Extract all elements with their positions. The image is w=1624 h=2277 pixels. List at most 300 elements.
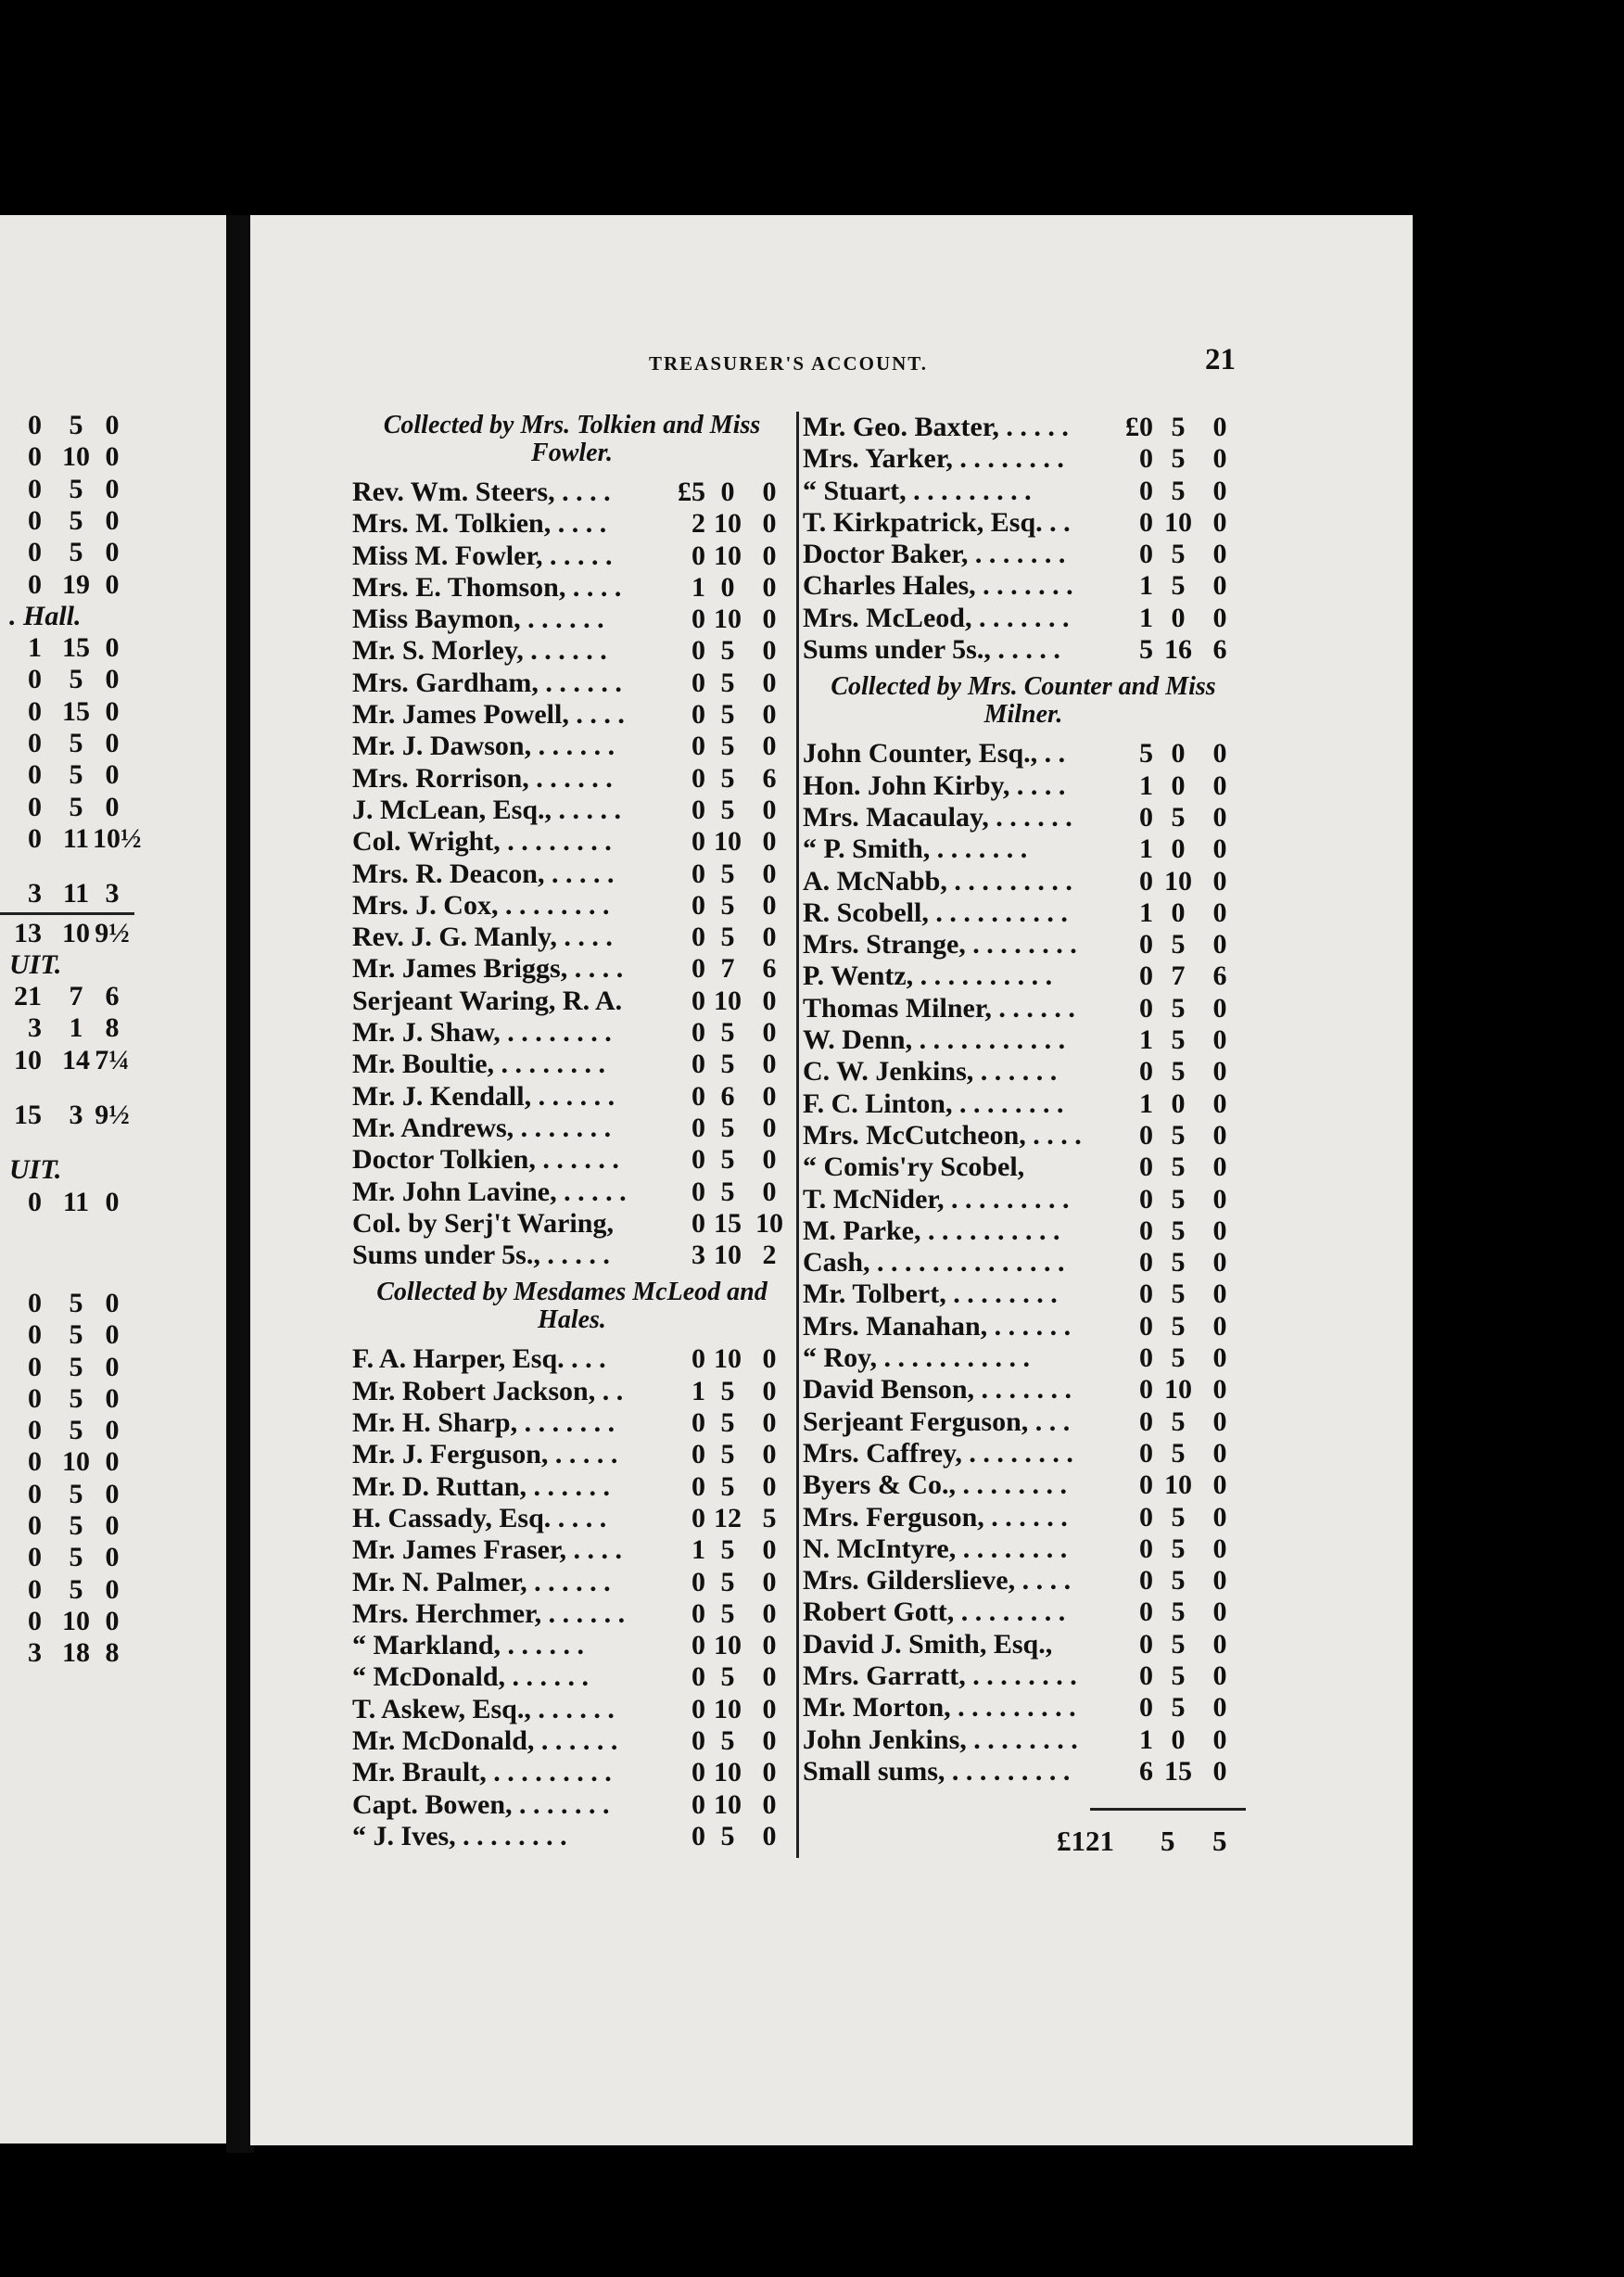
fragment-row — [0, 1383, 134, 1415]
fragment-row — [0, 1319, 134, 1351]
subscriber-name: Mr. Boultie, . . . . . . . . — [352, 1049, 606, 1080]
ledger-entry — [803, 1120, 1244, 1151]
ledger-entry — [803, 476, 1244, 507]
amount-pounds: 0 — [691, 699, 705, 731]
amount-pounds: 1 — [1139, 833, 1153, 865]
ledger-entry — [803, 1056, 1244, 1088]
subscriber-name: Mrs. R. Deacon, . . . . . — [352, 858, 615, 889]
ledger-entry — [352, 1376, 792, 1407]
subscriber-name: “ McDonald, . . . . . . — [352, 1661, 589, 1693]
fragment-shillings: 5 — [69, 1415, 83, 1446]
fragment-row — [0, 822, 142, 855]
amount-shillings: 10 — [714, 985, 742, 1016]
subscriber-name: M. Parke, . . . . . . . . . . — [803, 1215, 1060, 1246]
fragment-shillings: 5 — [69, 791, 83, 822]
ledger-entry — [803, 1660, 1244, 1692]
amount-shillings: 5 — [720, 1144, 735, 1176]
fragment-pence: 0 — [105, 410, 120, 440]
subscriber-name: Mrs. M. Tolkien, . . . . — [352, 508, 607, 540]
subscriber-name: David J. Smith, Esq., — [803, 1628, 1053, 1660]
fragment-shillings: 15 — [62, 632, 90, 664]
fragment-row — [0, 696, 134, 728]
fragment-pence: 0 — [105, 1415, 120, 1446]
amount-pounds: 0 — [691, 604, 705, 635]
amount-pence: 0 — [1212, 1310, 1227, 1342]
amount-pounds: 1 — [1139, 1024, 1153, 1056]
ledger-entry — [352, 1081, 792, 1113]
total-pence: 5 — [1212, 1825, 1227, 1857]
fragment-pence: 0 — [105, 695, 120, 727]
amount-shillings: 10 — [1164, 865, 1192, 897]
amount-pence: 0 — [1212, 1278, 1227, 1310]
ledger-entry — [352, 1598, 792, 1630]
fragment-pence: 0 — [105, 537, 120, 568]
subscriber-name: Col. by Serj't Waring, — [352, 1207, 614, 1239]
fragment-pounds: 0 — [28, 504, 42, 536]
amount-pounds: 2 — [691, 508, 705, 540]
ledger-entry — [352, 1240, 792, 1271]
amount-shillings: 0 — [1171, 1088, 1186, 1119]
amount-shillings: 6 — [720, 1080, 735, 1112]
amount-shillings: 5 — [1171, 1437, 1186, 1469]
amount-shillings: 5 — [1171, 1151, 1186, 1183]
amount-shillings: 5 — [720, 1724, 735, 1756]
subscriber-name: Mrs. Yarker, . . . . . . . . — [803, 443, 1064, 475]
fragment-pence: 0 — [105, 791, 120, 822]
fragment-pounds: 0 — [28, 791, 42, 822]
fragment-pence: 0 — [105, 1382, 120, 1414]
subscriber-name: Mrs. Manahan, . . . . . . — [803, 1310, 1072, 1342]
amount-shillings: 5 — [720, 1375, 735, 1406]
fragment-row — [0, 1415, 134, 1446]
fragment-shillings: 3 — [69, 1100, 83, 1130]
amount-pence: 0 — [1212, 1596, 1227, 1628]
amount-pounds: 0 — [1139, 1056, 1153, 1088]
running-header: TREASURER'S ACCOUNT. — [649, 352, 928, 375]
ledger-entry — [352, 1534, 792, 1566]
amount-shillings: 5 — [720, 1566, 735, 1597]
amount-pounds: 0 — [1139, 865, 1153, 897]
amount-pence: 0 — [762, 1112, 777, 1143]
amount-pence: 0 — [1212, 1151, 1227, 1183]
subscriber-name: Doctor Tolkien, . . . . . . — [352, 1144, 619, 1176]
ledger-entry — [352, 572, 792, 604]
fragment-label: UIT. — [9, 948, 62, 980]
subscriber-name: Mrs. McCutcheon, . . . . — [803, 1119, 1082, 1151]
fragment-shillings: 5 — [69, 728, 83, 758]
amount-shillings: 5 — [720, 922, 735, 953]
subscriber-name: Sums under 5s., . . . . . — [803, 634, 1060, 666]
ledger-entry — [352, 1725, 792, 1757]
fragment-shillings: 11 — [62, 1186, 90, 1217]
amount-shillings: 5 — [720, 1407, 735, 1439]
amount-shillings: 5 — [720, 1820, 735, 1851]
amount-pounds: 5 — [1139, 634, 1153, 666]
fragment-row — [0, 441, 134, 473]
fragment-row — [0, 601, 134, 632]
amount-pence: 5 — [762, 1502, 777, 1533]
amount-shillings: 5 — [720, 1049, 735, 1080]
ledger-entry — [803, 539, 1244, 570]
subscriber-name: Mrs. Macaulay, . . . . . . — [803, 801, 1072, 833]
amount-shillings: 5 — [720, 794, 735, 825]
amount-shillings: 5 — [720, 1112, 735, 1143]
subscriber-name: Mr. S. Morley, . . . . . . — [352, 635, 607, 667]
fragment-shillings: 5 — [69, 1287, 83, 1318]
amount-shillings: 5 — [720, 1176, 735, 1207]
amount-pence: 0 — [1212, 1565, 1227, 1596]
ledger-entry — [803, 738, 1244, 770]
amount-pounds: 1 — [1139, 1724, 1153, 1755]
amount-pounds: 0 — [691, 1820, 705, 1851]
ledger-entry — [352, 986, 792, 1017]
amount-shillings: 5 — [720, 635, 735, 667]
amount-pence: 0 — [762, 731, 777, 762]
amount-pounds: 0 — [691, 731, 705, 762]
fragment-shillings: 15 — [62, 695, 90, 727]
subscriber-name: Mr. Geo. Baxter, . . . . . — [803, 412, 1069, 442]
fragment-pence: 7¼ — [95, 1044, 130, 1075]
amount-shillings: 5 — [1171, 1692, 1186, 1724]
fragment-pounds: 0 — [28, 759, 42, 791]
ledger-entry — [352, 1208, 792, 1240]
fragment-shillings: 5 — [69, 504, 83, 536]
subscriber-name: Serjeant Waring, R. A. — [352, 985, 623, 1016]
fragment-row — [0, 981, 134, 1012]
subscriber-name: P. Wentz, . . . . . . . . . . — [803, 960, 1053, 992]
amount-pence: 0 — [762, 1343, 777, 1375]
amount-pence: 0 — [1212, 539, 1227, 570]
amount-shillings: 5 — [720, 1470, 735, 1502]
ledger-entry — [352, 604, 792, 635]
amount-pounds: 0 — [1139, 475, 1153, 506]
amount-pence: 0 — [762, 1017, 777, 1049]
subscriber-name: T. Kirkpatrick, Esq. . . — [803, 506, 1071, 538]
amount-pounds: £0 — [1125, 412, 1153, 442]
amount-pence: 0 — [762, 667, 777, 698]
amount-pounds: 0 — [691, 1502, 705, 1533]
fragment-pounds: 0 — [28, 728, 42, 758]
fragment-pounds: 0 — [28, 1446, 42, 1478]
amount-pence: 0 — [762, 1407, 777, 1439]
ledger-entry — [352, 795, 792, 826]
subscriber-name: Col. Wright, . . . . . . . . — [352, 826, 612, 858]
fragment-row — [0, 569, 134, 601]
subscriber-name: Mr. James Briggs, . . . . — [352, 953, 624, 985]
fragment-row — [0, 1045, 134, 1076]
amount-pence: 0 — [762, 985, 777, 1016]
amount-pounds: 0 — [691, 635, 705, 667]
amount-shillings: 5 — [1171, 1056, 1186, 1088]
amount-pounds: 0 — [691, 1176, 705, 1207]
fragment-row — [0, 878, 134, 910]
amount-shillings: 10 — [714, 1788, 742, 1820]
amount-pounds: 0 — [1139, 1119, 1153, 1151]
ledger-entry — [352, 668, 792, 699]
amount-pounds: 0 — [691, 762, 705, 794]
fragment-pounds: 0 — [28, 1415, 42, 1446]
amount-pounds: 0 — [691, 1757, 705, 1788]
amount-shillings: 5 — [1171, 1247, 1186, 1278]
amount-shillings: 10 — [714, 1757, 742, 1788]
amount-pence: 0 — [1212, 1374, 1227, 1406]
page-number: 21 — [1205, 343, 1236, 376]
amount-shillings: 7 — [1171, 960, 1186, 992]
fragment-pounds: 15 — [14, 1100, 42, 1130]
amount-shillings: 0 — [1171, 602, 1186, 633]
amount-pence: 0 — [1212, 1692, 1227, 1724]
ledger-entry — [803, 570, 1244, 602]
ledger-entry — [352, 953, 792, 985]
total-shillings: 5 — [1161, 1825, 1175, 1857]
amount-pence: 0 — [1212, 865, 1227, 897]
subscriber-name: “ Markland, . . . . . . — [352, 1630, 585, 1661]
amount-shillings: 10 — [714, 540, 742, 571]
ledger-entry — [803, 507, 1244, 539]
fragment-row — [0, 505, 134, 537]
subscriber-name: F. A. Harper, Esq. . . . — [352, 1343, 606, 1375]
fragment-row — [0, 792, 134, 823]
total-pounds: £121 — [1057, 1825, 1114, 1857]
amount-shillings: 5 — [1171, 570, 1186, 602]
amount-shillings: 15 — [1164, 1755, 1192, 1787]
fragment-pence: 0 — [105, 759, 120, 791]
ledger-entry — [352, 859, 792, 890]
ledger-entry — [803, 1311, 1244, 1342]
ledger-entry — [352, 1439, 792, 1470]
subscriber-name: Doctor Baker, . . . . . . . — [803, 539, 1066, 570]
amount-pence: 6 — [1212, 634, 1227, 666]
amount-pounds: 1 — [691, 1534, 705, 1566]
subscriber-name: Mr. J. Dawson, . . . . . . — [352, 731, 615, 762]
subscriber-name: David Benson, . . . . . . . — [803, 1374, 1072, 1406]
grand-total — [1057, 1825, 1242, 1856]
fragment-row — [0, 728, 134, 759]
ledger-entry — [803, 1629, 1244, 1660]
subscriber-name: A. McNabb, . . . . . . . . . — [803, 865, 1072, 897]
amount-shillings: 5 — [1171, 1565, 1186, 1596]
ledger-entry — [352, 508, 792, 540]
ledger-entry — [352, 1789, 792, 1821]
amount-pounds: 0 — [1139, 1278, 1153, 1310]
subscriber-name: Mr. J. Ferguson, . . . . . — [352, 1439, 618, 1470]
ledger-entry — [352, 1407, 792, 1439]
fragment-pence: 0 — [105, 1186, 120, 1217]
fragment-row — [0, 1574, 134, 1606]
fragment-shillings: 5 — [69, 759, 83, 791]
amount-pence: 0 — [762, 1788, 777, 1820]
amount-pounds: 0 — [691, 1080, 705, 1112]
amount-pounds: 0 — [691, 1470, 705, 1502]
fragment-pence: 0 — [105, 1351, 120, 1382]
amount-pounds: 6 — [1139, 1755, 1153, 1787]
subscriber-name: Miss M. Fowler, . . . . . — [352, 540, 613, 571]
amount-pounds: 0 — [1139, 1183, 1153, 1215]
subscriber-name: Rev. Wm. Steers, . . . . — [352, 477, 611, 507]
fragment-pence: 0 — [105, 1287, 120, 1318]
fragment-pounds: 0 — [28, 822, 42, 854]
amount-shillings: 0 — [720, 477, 735, 507]
amount-pence: 0 — [762, 1724, 777, 1756]
amount-pence: 0 — [1212, 1533, 1227, 1564]
fragment-shillings: 10 — [62, 1446, 90, 1478]
amount-shillings: 5 — [720, 1534, 735, 1566]
amount-pounds: 0 — [691, 889, 705, 921]
ledger-entry — [803, 443, 1244, 475]
fragment-shillings: 5 — [69, 1478, 83, 1509]
amount-pounds: 0 — [691, 1597, 705, 1629]
ledger-entry — [803, 1565, 1244, 1596]
ledger-entry — [803, 1469, 1244, 1501]
amount-shillings: 5 — [1171, 1183, 1186, 1215]
fragment-pence: 0 — [105, 1446, 120, 1478]
amount-pounds: 0 — [1139, 929, 1153, 960]
fragment-pence: 0 — [105, 1605, 120, 1636]
fragment-row — [0, 949, 134, 981]
ledger-entry — [352, 541, 792, 572]
subscriber-name: Mrs. E. Thomson, . . . . — [352, 571, 622, 603]
fragment-pence: 0 — [105, 1510, 120, 1541]
fragment-pounds: 3 — [28, 878, 42, 910]
amount-shillings: 10 — [1164, 506, 1192, 538]
subscriber-name: Mrs. J. Cox, . . . . . . . . — [352, 889, 610, 921]
subscriber-name: Mr. James Fraser, . . . . — [352, 1534, 623, 1566]
amount-pence: 0 — [1212, 833, 1227, 865]
subscriber-name: Charles Hales, . . . . . . . — [803, 570, 1073, 602]
ledger-entry — [803, 1406, 1244, 1438]
subscriber-name: Capt. Bowen, . . . . . . . — [352, 1788, 610, 1820]
subscriber-name: “ Roy, . . . . . . . . . . . — [803, 1342, 1031, 1374]
amount-pounds: 0 — [1139, 992, 1153, 1024]
amount-pounds: 0 — [1139, 1247, 1153, 1278]
amount-shillings: 0 — [1171, 897, 1186, 928]
amount-shillings: 5 — [1171, 1596, 1186, 1628]
amount-shillings: 0 — [1171, 1724, 1186, 1755]
fragment-label: UIT. — [9, 1154, 62, 1186]
ledger-entry — [803, 1756, 1244, 1787]
fragment-pence: 9½ — [95, 1100, 130, 1130]
fragment-pence: 0 — [105, 664, 120, 695]
fragment-pence: 0 — [105, 568, 120, 600]
amount-pence: 0 — [762, 699, 777, 731]
ledger-entry — [803, 1184, 1244, 1215]
amount-pence: 6 — [762, 953, 777, 985]
fragment-row — [0, 1542, 134, 1573]
amount-pence: 0 — [762, 922, 777, 953]
fragment-row — [0, 474, 134, 505]
amount-pounds: 0 — [1139, 1692, 1153, 1724]
fragment-row — [0, 1479, 134, 1510]
amount-pounds: 3 — [691, 1240, 705, 1271]
amount-pence: 0 — [762, 571, 777, 603]
amount-pounds: 0 — [691, 1724, 705, 1756]
amount-pence: 0 — [762, 1566, 777, 1597]
ledger-entry — [803, 634, 1244, 666]
amount-shillings: 5 — [1171, 1215, 1186, 1246]
ledger-entry — [352, 1017, 792, 1049]
subscriber-name: “ J. Ives, . . . . . . . . — [352, 1820, 567, 1851]
section-heading: Collected by Mrs. Counter and Miss Milner. — [831, 672, 1216, 730]
fragment-shillings: 5 — [69, 537, 83, 568]
ledger-entry — [352, 1757, 792, 1788]
subscriber-name: Mr. John Lavine, . . . . . — [352, 1176, 627, 1207]
amount-pence: 0 — [1212, 1724, 1227, 1755]
subscriber-name: Small sums, . . . . . . . . . — [803, 1755, 1071, 1787]
amount-pence: 0 — [1212, 1247, 1227, 1278]
amount-pounds: 5 — [1139, 738, 1153, 770]
amount-pence: 0 — [1212, 1469, 1227, 1501]
amount-pounds: 0 — [691, 1112, 705, 1143]
amount-pence: 0 — [1212, 412, 1227, 442]
fragment-shillings: 5 — [69, 1573, 83, 1605]
subscriber-name: Mr. D. Ruttan, . . . . . . — [352, 1470, 611, 1502]
subscriber-name: Mrs. Gilderslieve, . . . . — [803, 1565, 1072, 1596]
fragment-row — [0, 410, 134, 441]
amount-pence: 0 — [1212, 1437, 1227, 1469]
fragment-shillings: 10 — [62, 1605, 90, 1636]
subscriber-name: Mr. James Powell, . . . . — [352, 699, 625, 731]
ledger-entry — [352, 635, 792, 667]
amount-pence: 6 — [1212, 960, 1227, 992]
fragment-pence: 0 — [105, 1573, 120, 1605]
subscriber-name: Cash, . . . . . . . . . . . . . . — [803, 1247, 1065, 1278]
amount-pence: 0 — [762, 1534, 777, 1566]
amount-pounds: 1 — [691, 1375, 705, 1406]
amount-shillings: 5 — [1171, 801, 1186, 833]
fragment-rule — [0, 912, 134, 915]
fragment-pence: 0 — [105, 504, 120, 536]
amount-pounds: 0 — [691, 1439, 705, 1470]
ledger-entry — [803, 770, 1244, 802]
ledger-entry — [352, 1567, 792, 1598]
amount-pence: 0 — [762, 1630, 777, 1661]
amount-pounds: 0 — [1139, 506, 1153, 538]
amount-pounds: 0 — [691, 953, 705, 985]
fragment-row — [0, 1100, 134, 1131]
ledger-entry — [352, 1144, 792, 1176]
amount-pence: 0 — [762, 1176, 777, 1207]
amount-pounds: 0 — [691, 1207, 705, 1239]
amount-pence: 0 — [1212, 1406, 1227, 1437]
subscriber-name: Sums under 5s., . . . . . — [352, 1240, 610, 1271]
fragment-shillings: 10 — [62, 441, 90, 473]
fragment-pence: 0 — [105, 473, 120, 504]
amount-pence: 0 — [1212, 929, 1227, 960]
fragment-shillings: 19 — [62, 568, 90, 600]
subscriber-name: Hon. John Kirby, . . . . — [803, 770, 1066, 801]
fragment-shillings: 18 — [62, 1637, 90, 1669]
amount-pounds: 1 — [1139, 897, 1153, 928]
ledger-entry — [352, 1661, 792, 1693]
amount-pence: 0 — [762, 1375, 777, 1406]
amount-shillings: 5 — [720, 1439, 735, 1470]
ledger-entry — [803, 412, 1244, 443]
amount-shillings: 10 — [714, 1240, 742, 1271]
fragment-row — [0, 632, 134, 664]
amount-pounds: 0 — [691, 1343, 705, 1375]
amount-pence: 0 — [762, 1080, 777, 1112]
amount-pounds: 0 — [691, 1017, 705, 1049]
amount-shillings: 0 — [1171, 738, 1186, 770]
subscriber-name: Mr. N. Palmer, . . . . . . — [352, 1566, 611, 1597]
ledger-entry — [352, 1630, 792, 1661]
amount-pence: 0 — [1212, 1183, 1227, 1215]
ledger-entry — [803, 1247, 1244, 1278]
fragment-pounds: 0 — [28, 441, 42, 473]
fragment-row — [0, 1606, 134, 1637]
subscriber-name: W. Denn, . . . . . . . . . . . — [803, 1024, 1066, 1056]
fragment-label: . Hall. — [9, 600, 82, 631]
